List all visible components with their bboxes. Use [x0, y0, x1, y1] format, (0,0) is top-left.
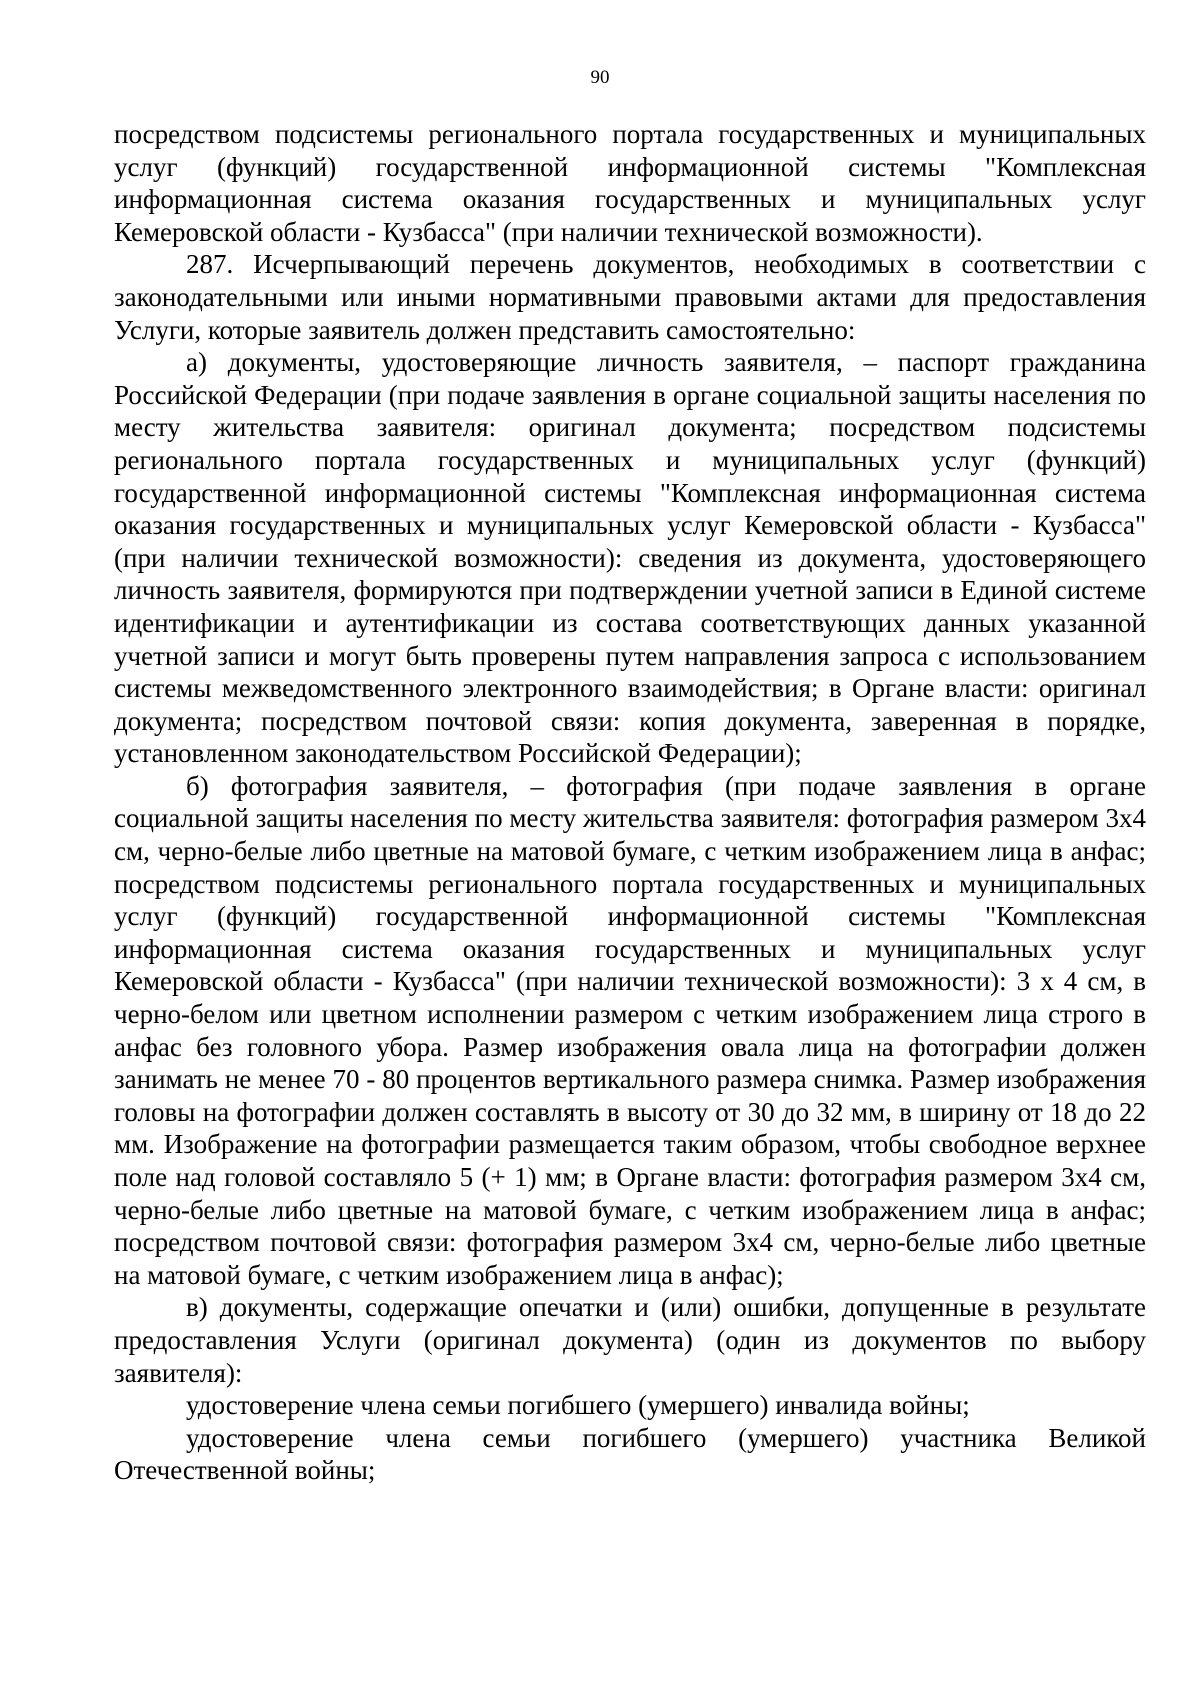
page-number: 90 — [590, 67, 610, 88]
list-entry-ww2-participant-family: удостоверение члена семьи погибшего (умершего) участника Великой Отечественной войны; — [114, 1422, 1146, 1486]
paragraph-subitem-a: а) документы, удостоверяющие личность заявителя, – паспорт гражданина Российской Федерации (при подаче заявления в органе социальной защиты населения по месту жительства заявителя: оригинал документа; посредством подсистемы регионального портала государственных и муниципальных услуг (функций) государственной информационной системы "Комплексная информационная система оказания государственных и муниципальных услуг Кемеровской области - Кузбасса" (при наличии технической возможности): сведения из документа, удостоверяющего личность заявителя, формируются при подтверждении учетной записи в Единой системе идентификации и аутентификации из состава соответствующих данных указанной учетной записи и могут быть проверены путем направления запроса с использованием системы межведомственного электронного взаимодействия; в Органе власти: оригинал документа; посредством почтовой связи: копия документа, заверенная в порядке, установленном законодательством Российской Федерации); — [114, 347, 1146, 769]
list-entry-invalid-war-family: удостоверение члена семьи погибшего (умершего) инвалида войны; — [186, 1390, 970, 1421]
paragraph-subitem-b: б) фотография заявителя, – фотография (при подаче заявления в органе социальной защиты населения по месту жительства заявителя: фотография размером 3х4 см, черно-белые либо цветные на матовой бумаге, с четким изображением лица в анфас; посредством подсистемы регионального портала государственных и муниципальных услуг (функций) государственной информационной системы "Комплексная информационная система оказания государственных и муниципальных услуг Кемеровской области - Кузбасса" (при наличии технической возможности): 3 х 4 см, в черно-белом или цветном исполнении размером с четким изображением лица строго в анфас без головного убора. Размер изображения овала лица на фотографии должен занимать не менее 70 - 80 процентов вертикального размера снимка. Размер изображения головы на фотографии должен составлять в высоту от 30 до 32 мм, в ширину от 18 до 22 мм. Изображение на фотографии размещается таким образом, чтобы свободное верхнее поле над головой составляло 5 (+ 1) мм; в Органе власти: фотография размером 3х4 см, черно-белые либо цветные на матовой бумаге, с четким изображением лица в анфас; посредством почтовой связи: фотография размером 3х4 см, черно-белые либо цветные на матовой бумаге, с четким изображением лица в анфас); — [114, 770, 1146, 1290]
paragraph-continuation: посредством подсистемы регионального портала государственных и муниципальных услуг (функций) государственной информационной системы "Комплексная информационная система оказания государственных и муниципальных услуг Кемеровской области - Кузбасса" (при наличии технической возможности). — [114, 119, 1146, 247]
paragraph-item-287: 287. Исчерпывающий перечень документов, необходимых в соответствии с законодательными или иными нормативными правовыми актами для предоставления Услуги, которые заявитель должен представить самостоятельно: — [114, 249, 1146, 345]
paragraph-subitem-v: в) документы, содержащие опечатки и (или) ошибки, допущенные в результате предоставления Услуги (оригинал документа) (один из документов по выбору заявителя): — [114, 1292, 1146, 1388]
document-body — [114, 118, 1146, 1487]
